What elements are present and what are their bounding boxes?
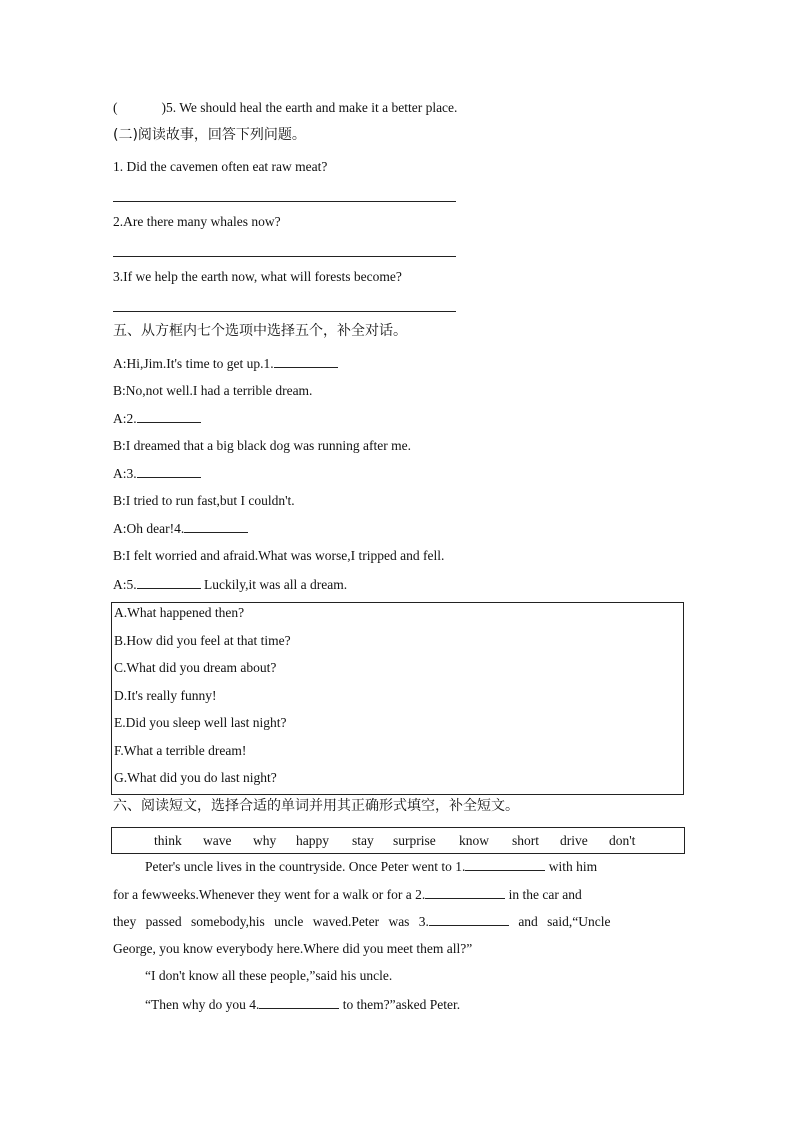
dialogue-line-8: B:I felt worried and afraid.What was worse,I tripped and fell.: [113, 548, 445, 563]
word-bank-item: short: [512, 833, 539, 848]
dialogue-line-3: [113, 409, 201, 428]
question-5-text: )5. We should heal the earth and make it a better place.: [161, 100, 458, 115]
word-bank-item: wave: [203, 833, 232, 848]
answer-line-2[interactable]: [113, 256, 456, 257]
answer-line-3[interactable]: [113, 311, 456, 312]
dialogue-line-4: B:I dreamed that a big black dog was running after me.: [113, 438, 412, 453]
passage-text: and said,“Uncle: [508, 914, 611, 929]
passage-blank-3[interactable]: [429, 912, 509, 926]
dialogue-blank-2[interactable]: [137, 409, 201, 423]
dialogue-text: A:2.: [113, 411, 137, 426]
dialogue-text: A:5.: [113, 577, 137, 592]
passage-text: they passed somebody,his uncle waved.Peter was 3.: [113, 914, 429, 929]
story-question-2: 2.Are there many whales now?: [113, 214, 281, 229]
dialogue-line-5: [113, 464, 201, 483]
word-bank-item: drive: [560, 833, 588, 848]
passage-text: in the car and: [505, 887, 582, 902]
word-bank-item: don't: [609, 833, 636, 848]
section-5-title: 五、从方框内七个选项中选择五个，补全对话。: [113, 323, 407, 339]
passage-text: Peter's uncle lives in the countryside. Once Peter went to 1.: [145, 859, 466, 874]
answer-paren: (: [113, 100, 118, 115]
passage-blank-4[interactable]: [259, 995, 339, 1009]
word-bank-item: surprise: [393, 833, 436, 848]
dialogue-blank-5[interactable]: [137, 575, 201, 589]
word-bank-box: [111, 827, 685, 854]
dialogue-line-7: [113, 519, 248, 538]
story-question-1: 1. Did the cavemen often eat raw meat?: [113, 159, 328, 174]
option-d: D.It's really funny!: [114, 688, 217, 703]
dialogue-blank-4[interactable]: [184, 519, 248, 533]
word-bank-item: stay: [352, 833, 374, 848]
question-5: [113, 99, 457, 117]
option-f: F.What a terrible dream!: [114, 743, 247, 758]
passage-text: for a fewweeks.Whenever they went for a walk or for a 2.: [113, 887, 426, 902]
answer-line-1[interactable]: [113, 201, 456, 202]
passage-line-4: George, you know everybody here.Where did you meet them all?”: [113, 941, 473, 956]
dialogue-text: A:Oh dear!4.: [113, 521, 185, 536]
section-6-title: 六、阅读短文，选择合适的单词并用其正确形式填空，补全短文。: [113, 798, 519, 814]
passage-text: “Then why do you 4.: [145, 997, 260, 1012]
word-bank-item: why: [253, 833, 277, 848]
dialogue-text: A:Hi,Jim.It's time to get up.1.: [113, 356, 274, 371]
dialogue-blank-1[interactable]: [274, 354, 338, 368]
option-a: A.What happened then?: [114, 605, 245, 620]
dialogue-line-6: B:I tried to run fast,but I couldn't.: [113, 493, 295, 508]
section-2-title: (二)阅读故事，回答下列问题。: [113, 127, 306, 143]
passage-line-5: “I don't know all these people,”said his uncle.: [145, 968, 393, 983]
passage-text: with him: [545, 859, 598, 874]
passage-blank-1[interactable]: [465, 857, 545, 871]
story-question-3: 3.If we help the earth now, what will forests become?: [113, 269, 402, 284]
dialogue-line-2: B:No,not well.I had a terrible dream.: [113, 383, 313, 398]
passage-text: to them?”asked Peter.: [339, 997, 461, 1012]
passage-line-6: [145, 995, 460, 1014]
passage-line-3: [113, 912, 611, 931]
dialogue-line-1: [113, 354, 338, 373]
option-e: E.Did you sleep well last night?: [114, 715, 287, 730]
passage-line-2: [113, 885, 582, 904]
passage-blank-2[interactable]: [425, 885, 505, 899]
option-b: B.How did you feel at that time?: [114, 633, 291, 648]
dialogue-text: Luckily,it was all a dream.: [200, 577, 348, 592]
dialogue-blank-3[interactable]: [137, 464, 201, 478]
word-bank-item: think: [154, 833, 182, 848]
option-c: C.What did you dream about?: [114, 660, 277, 675]
word-bank-item: happy: [296, 833, 329, 848]
options-box: [111, 602, 684, 795]
dialogue-line-9: [113, 575, 347, 594]
option-g: G.What did you do last night?: [114, 770, 277, 785]
passage-line-1: [145, 857, 597, 876]
dialogue-text: A:3.: [113, 466, 137, 481]
word-bank-item: know: [459, 833, 489, 848]
